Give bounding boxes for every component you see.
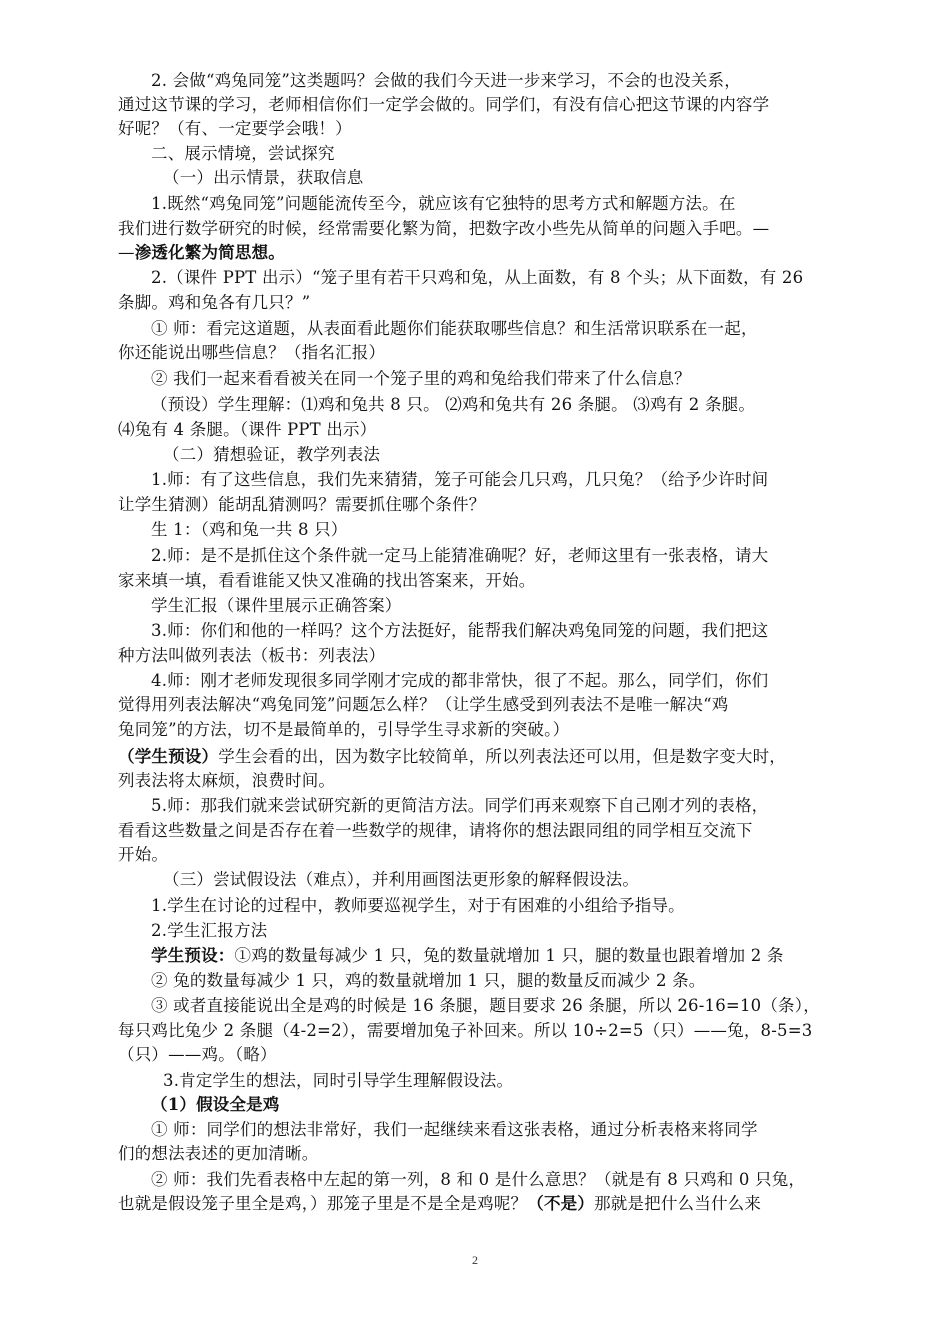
text-line: 2.（课件 PPT 出示）“笼子里有若干只鸡和兔，从上面数，有 8 个头；从下面数，有 26 [151,268,804,287]
text-line: 觉得用列表法解决“鸡兔同笼”问题怎么样？（让学生感受到列表法不是唯一解决“鸡 [118,695,729,714]
sub-point-heading: （1）假设全是鸡 [151,1095,280,1114]
text-line: 通过这节课的学习，老师相信你们一定学会做的。同学们，有没有信心把这节课的内容学 [118,95,770,114]
text-line: （预设）学生理解：⑴鸡和兔共 8 只。 ⑵鸡和兔共有 26 条腿。 ⑶鸡有 2 条腿。 [151,395,756,414]
text-line: 2.师：是不是抓住这个条件就一定马上能猜准确呢？好，老师这里有一张表格，请大 [151,546,769,565]
text-line: 条脚。鸡和兔各有几只？” [118,293,311,312]
text-line: 我们进行数学研究的时候，经常需要化繁为简，把数字改小些先从简单的问题入手吧。— [118,219,770,238]
page-number: 2 [472,1253,478,1267]
text-line: 兔同笼”的方法，切不是最简单的，引导学生寻求新的突破。） [118,720,570,739]
text-line: 你还能说出哪些信息？（指名汇报） [118,343,386,362]
text-line: 2.学生汇报方法 [151,921,268,940]
text-line: 也就是假设笼子里全是鸡，）那笼子里是不是全是鸡呢？（不是）那就是把什么当什么来 [118,1194,762,1213]
text-line: —渗透化繁为简思想。 [118,243,286,262]
text-line: 生 1：（鸡和兔一共 8 只） [151,520,348,539]
text-line: 种方法叫做列表法（板书：列表法） [118,646,386,665]
text-line: （只）——鸡。（略） [118,1045,277,1064]
text-line: 让学生猜测）能胡乱猜测吗？需要抓住哪个条件？ [118,495,486,514]
section-heading: 二、展示情境，尝试探究 [151,144,335,163]
text-line: 列表法将太麻烦，浪费时间。 [118,771,336,790]
text-line: ③ 或者直接能说出全是鸡的时候是 16 条腿，题目要求 26 条腿，所以 26-16=10（条）， [151,996,820,1015]
text-line: 3.师：你们和他的一样吗？这个方法挺好，能帮我们解决鸡兔同笼的问题，我们把这 [151,621,769,640]
text-line: 学生预设：①鸡的数量每减少 1 只，兔的数量就增加 1 只，腿的数量也跟着增加 2 条 [151,946,784,965]
text-line: 家来填一填，看看谁能又快又准确的找出答案来，开始。 [118,571,536,590]
text-line: 4.师：刚才老师发现很多同学刚才完成的都非常快，很了不起。那么，同学们，你们 [151,671,769,690]
text-line: ② 兔的数量每减少 1 只，鸡的数量就增加 1 只，腿的数量反而减少 2 条。 [151,971,706,990]
paragraph-line: 2. 会做“鸡兔同笼”这类题吗？会做的我们今天进一步来学习，不会的也没关系， [151,71,741,90]
text-line: 好呢？（有、一定要学会哦！） [118,119,352,138]
text-line: 每只鸡比兔少 2 条腿（4-2=2），需要增加兔子补回来。所以 10÷2=5（只）——兔，8-5=3 [118,1021,813,1040]
text-line: 1.既然“鸡兔同笼”问题能流传至今，就应该有它独特的思考方式和解题方法。在 [151,194,736,213]
text-line: 1.师：有了这些信息，我们先来猜猜，笼子可能会几只鸡，几只兔？（给予少许时间 [151,470,769,489]
text-line: 1.学生在讨论的过程中，教师要巡视学生，对于有困难的小组给予指导。 [151,896,685,915]
text-line: ⑷兔有 4 条腿。（课件 PPT 出示） [118,420,377,439]
subsection-heading: （三）尝试假设法（难点），并利用画图法更形象的解释假设法。 [163,870,640,889]
text-line: 5.师：那我们就来尝试研究新的更简洁方法。同学们再来观察下自己刚才列的表格， [151,796,769,815]
text-line: （学生预设）学生会看的出，因为数字比较简单，所以列表法还可以用，但是数字变大时， [118,747,787,766]
text-line: ② 我们一起来看看被关在同一个笼子里的鸡和兔给我们带来了什么信息？ [151,369,691,388]
text-line: 看看这些数量之间是否存在着一些数学的规律，请将你的想法跟同组的同学相互交流下 [118,821,753,840]
text-line: ① 师：看完这道题，从表面看此题你们能获取哪些信息？和生活常识联系在一起， [151,319,758,338]
text-line: 开始。 [118,845,169,864]
text-line: 们的想法表述的更加清晰。 [118,1144,319,1163]
text-line: ② 师：我们先看表格中左起的第一列，8 和 0 是什么意思？（就是有 8 只鸡和 0 只兔， [151,1170,806,1189]
subsection-heading: （二）猜想验证，教学列表法 [163,445,381,464]
subsection-heading: （一）出示情景，获取信息 [163,168,364,187]
text-line: 3.肯定学生的想法，同时引导学生理解假设法。 [163,1071,514,1090]
text-line: 学生汇报（课件里展示正确答案） [151,596,402,615]
text-line: ① 师：同学们的想法非常好，我们一起继续来看这张表格，通过分析表格来将同学 [151,1120,758,1139]
